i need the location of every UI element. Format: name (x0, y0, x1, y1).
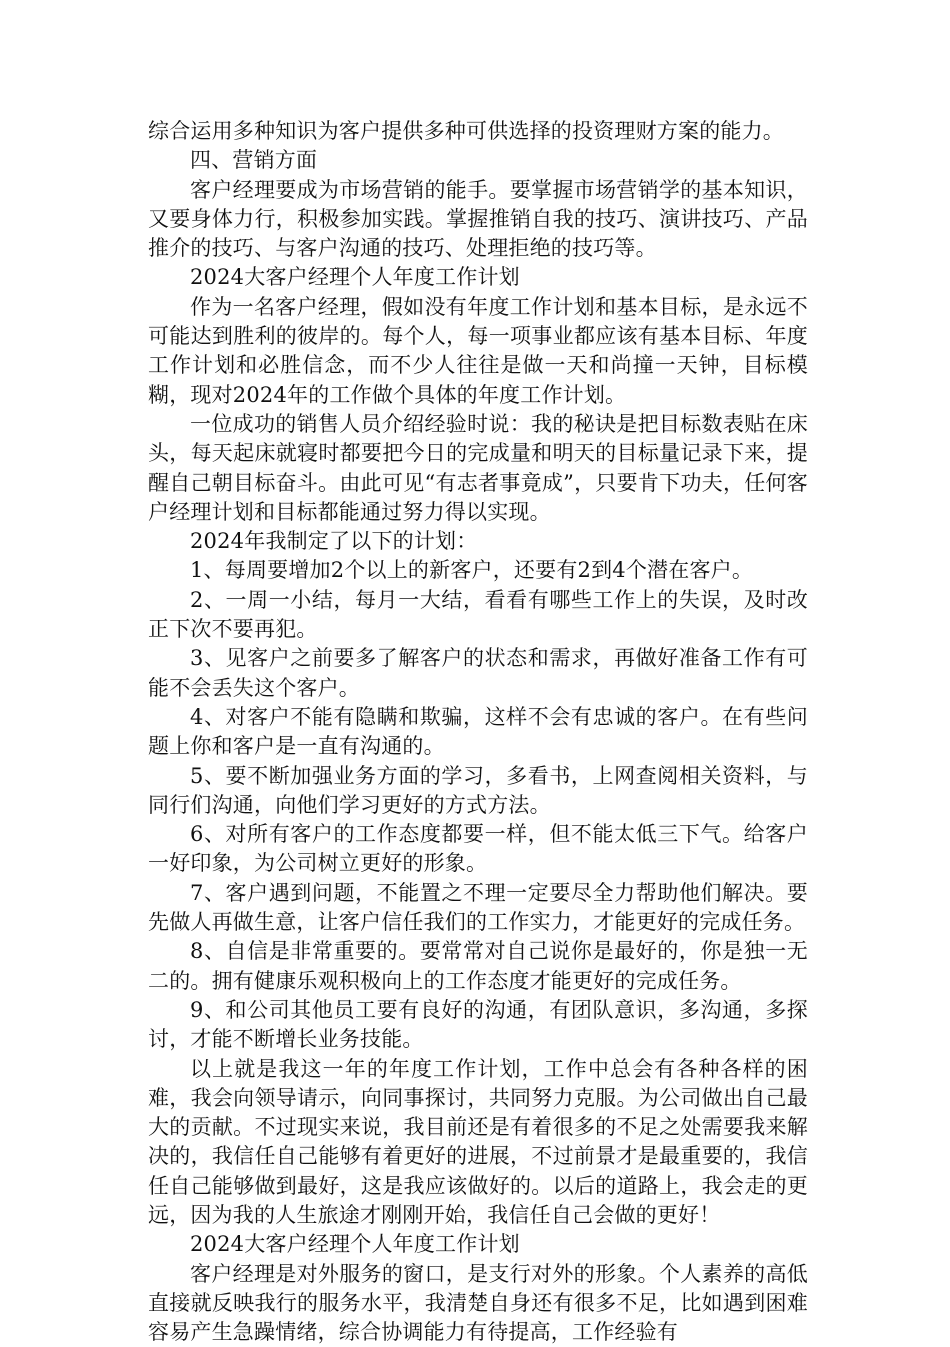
paragraph-conclusion: 以上就是我这一年的年度工作计划，工作中总会有各种各样的困难，我会向领导请示，向同事探讨，共同努力克服。为公司做出自己最大的贡献。不过现实来说，我目前还是有着很多的不足之处需要我来解决的，我信任自己能够有着更好的进展，不过前景才是最重要的，我信任自己能够做到最好，这是我应该做好的。以后的道路上，我会走的更远，因为我的人生旅途才刚刚开始，我信任自己会做的更好！ (148, 1056, 808, 1227)
paragraph-service-window: 客户经理是对外服务的窗口，是支行对外的形象。个人素养的高低直接就反映我行的服务水平，我清楚自身还有很多不足，比如遇到困难容易产生急躁情绪，综合协调能力有待提高，工作经验有 (148, 1261, 808, 1345)
plan-item-2: 2、一周一小结，每月一大结，看看有哪些工作上的失误，及时改正下次不要再犯。 (148, 587, 808, 642)
plan-item-4: 4、对客户不能有隐瞒和欺骗，这样不会有忠诚的客户。在有些问题上你和客户是一直有沟通的。 (148, 704, 808, 759)
section-heading-marketing: 四、营销方面 (190, 148, 318, 173)
paragraph-investment-ability: 综合运用多种知识为客户提供多种可供选择的投资理财方案的能力。 (148, 119, 784, 143)
plan-title-2: 2024大客户经理个人年度工作计划 (190, 1232, 520, 1257)
paragraph-intro: 作为一名客户经理，假如没有年度工作计划和基本目标，是永远不可能达到胜利的彼岸的。每个人，每一项事业都应该有基本目标、年度工作计划和必胜信念，而不少人往往是做一天和尚撞一天钟，目标模糊，现对2024年的工作做个具体的年度工作计划。 (148, 294, 808, 407)
plan-item-7: 7、客户遇到问题，不能置之不理一定要尽全力帮助他们解决。要先做人再做生意，让客户信任我们的工作实力，才能更好的完成任务。 (148, 880, 808, 935)
plan-item-8: 8、自信是非常重要的。要常常对自己说你是最好的，你是独一无二的。拥有健康乐观积极向上的工作态度才能更好的完成任务。 (148, 939, 808, 993)
paragraph-marketing: 客户经理要成为市场营销的能手。要掌握市场营销学的基本知识，又要身体力行，积极参加实践。掌握推销自我的技巧、演讲技巧、产品推介的技巧、与客户沟通的技巧、处理拒绝的技巧等。 (148, 177, 808, 261)
document-body (148, 117, 808, 1347)
paragraph-experience: 一位成功的销售人员介绍经验时说：我的秘诀是把目标数表贴在床头，每天起床就寝时都要把今日的完成量和明天的目标量记录下来，提醒自己朝目标奋斗。由此可见“有志者事竟成”，只要肯下功夫，任何客户经理计划和目标都能通过努力得以实现。 (148, 411, 808, 524)
paragraph-plan-lead: 2024年我制定了以下的计划： (190, 529, 478, 554)
plan-item-5: 5、要不断加强业务方面的学习，多看书，上网查阅相关资料，与同行们沟通，向他们学习更好的方式方法。 (148, 763, 808, 817)
plan-item-9: 9、和公司其他员工要有良好的沟通，有团队意识，多沟通，多探讨，才能不断增长业务技能。 (148, 997, 808, 1052)
plan-item-6: 6、对所有客户的工作态度都要一样，但不能太低三下气。给客户一好印象，为公司树立更好的形象。 (148, 822, 808, 876)
plan-item-1: 1、每周要增加2个以上的新客户，还要有2到4个潜在客户。 (190, 558, 754, 583)
plan-item-3: 3、见客户之前要多了解客户的状态和需求，再做好准备工作有可能不会丢失这个客户。 (148, 646, 808, 700)
plan-title: 2024大客户经理个人年度工作计划 (190, 265, 520, 290)
